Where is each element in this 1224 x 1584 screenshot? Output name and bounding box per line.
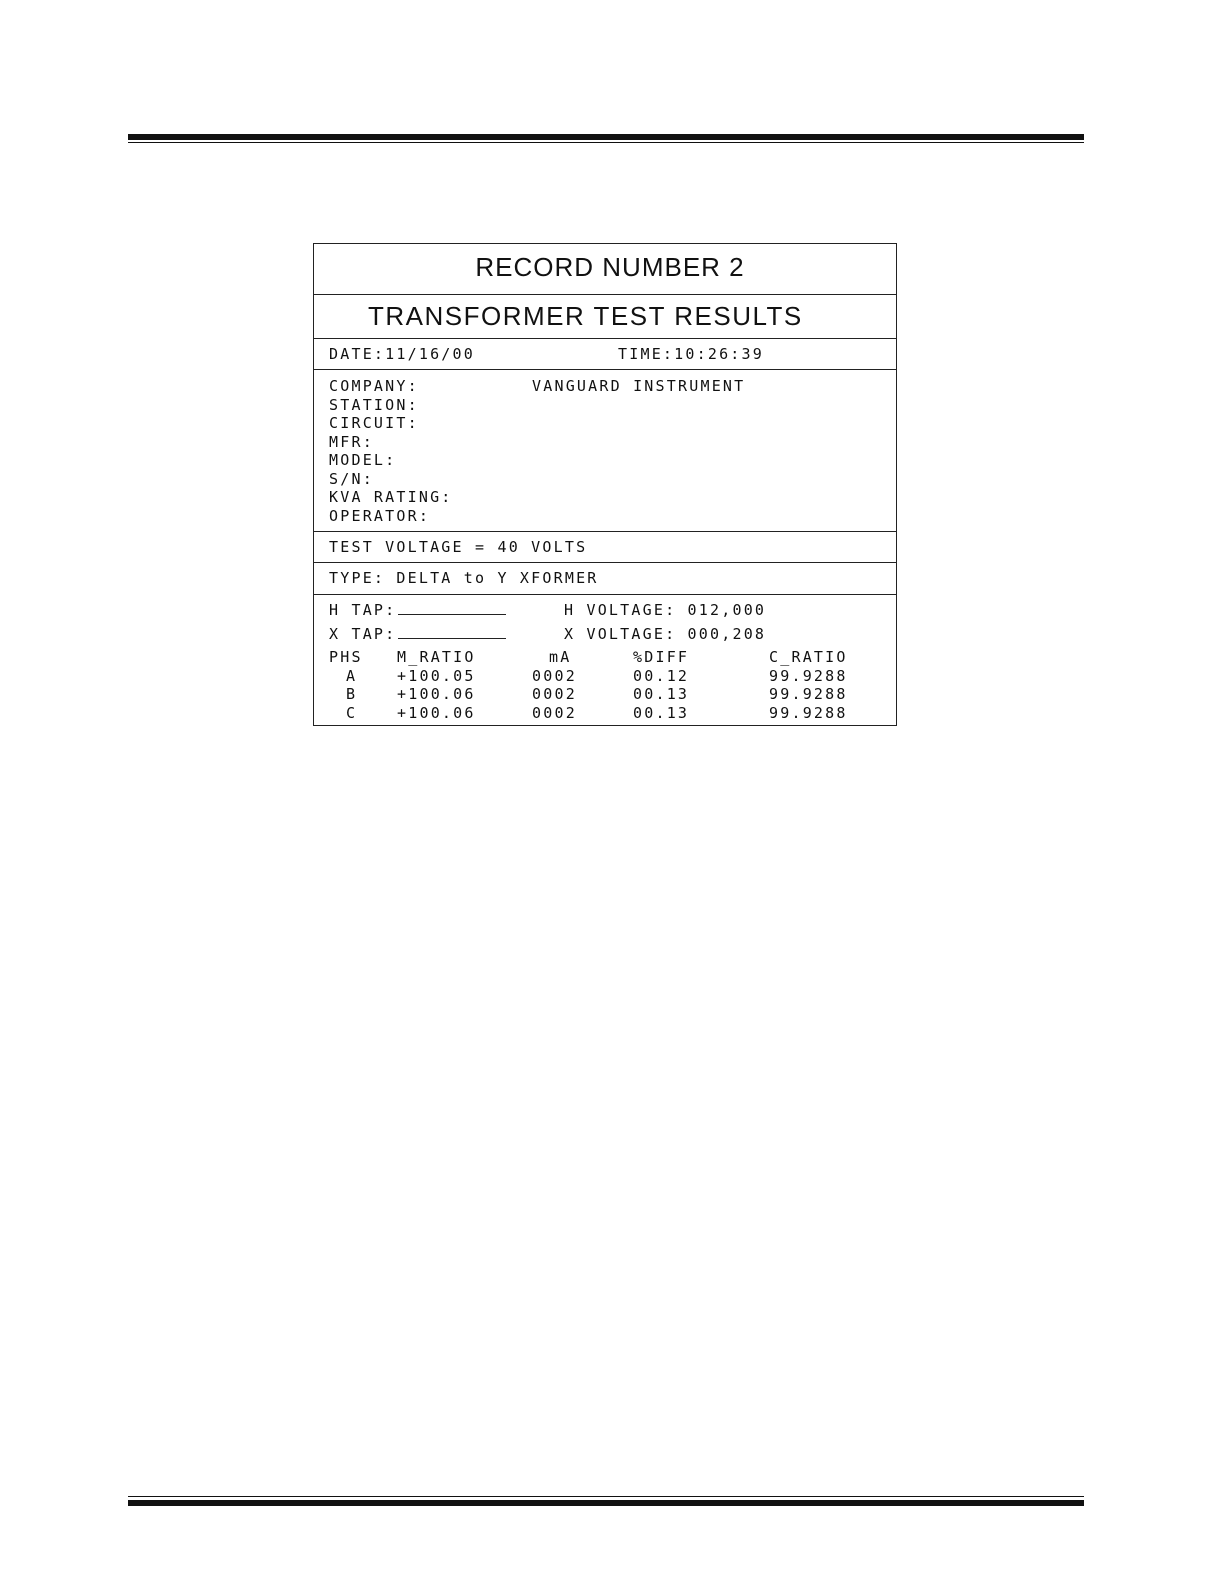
top-rule-thick [128, 134, 1084, 140]
row-pct-diff: 00.12 [633, 666, 690, 685]
row-c-ratio: 99.9288 [769, 703, 848, 722]
h-tap-blank [398, 604, 506, 615]
date-line [329, 345, 475, 364]
test-results-printout [313, 243, 897, 726]
type-line: TYPE: DELTA to Y XFORMER [329, 569, 599, 587]
datetime-section [314, 339, 896, 370]
row-phase: A [346, 666, 358, 685]
row-ma: 0002 [532, 685, 577, 703]
row-c-ratio: 99.9288 [769, 666, 848, 685]
circuit-label: CIRCUIT: [329, 414, 419, 432]
x-voltage-line [564, 625, 766, 644]
row-m-ratio: +100.06 [397, 703, 476, 722]
taps-results-section [314, 595, 896, 725]
h-tap-label: H TAP: [329, 601, 397, 619]
type-section [314, 563, 896, 595]
time-line [618, 345, 764, 364]
date-value: 11/16/00 [385, 345, 476, 363]
x-tap-label: X TAP: [329, 625, 397, 643]
x-voltage-value: 000,208 [687, 625, 767, 643]
x-tap-line [329, 625, 506, 644]
bottom-rule-thin [128, 1496, 1084, 1497]
row-ma: 0002 [532, 666, 577, 685]
h-tap-line [329, 601, 506, 620]
mfr-label: MFR: [329, 432, 374, 451]
x-voltage-label: X VOLTAGE: [564, 625, 677, 643]
h-voltage-line [564, 601, 766, 620]
time-label: TIME: [618, 345, 675, 363]
header-ma: mA [549, 648, 572, 666]
row-m-ratio: +100.05 [397, 666, 476, 685]
header-c-ratio: C_RATIO [769, 648, 848, 666]
row-phase: B [346, 685, 358, 703]
bottom-rule-thick [128, 1500, 1084, 1506]
operator-label: OPERATOR: [329, 506, 431, 525]
company-value: VANGUARD INSTRUMENT [532, 377, 746, 395]
record-header-section [314, 244, 896, 295]
record-title: RECORD NUMBER 2 [475, 252, 745, 282]
time-value: 10:26:39 [674, 345, 765, 363]
sn-label: S/N: [329, 469, 374, 488]
h-voltage-value: 012,000 [687, 601, 767, 619]
row-ma: 0002 [532, 703, 577, 722]
test-voltage-section [314, 532, 896, 563]
header-m-ratio: M_RATIO [397, 648, 476, 666]
row-pct-diff: 00.13 [633, 703, 690, 722]
x-tap-blank [398, 628, 506, 639]
model-label: MODEL: [329, 451, 397, 469]
header-pct-diff: %DIFF [633, 648, 690, 666]
kva-rating-label: KVA RATING: [329, 488, 453, 506]
results-title-section [314, 295, 896, 339]
company-label: COMPANY: [329, 377, 419, 395]
row-phase: C [346, 703, 358, 722]
h-voltage-label: H VOLTAGE: [564, 601, 677, 619]
row-pct-diff: 00.13 [633, 685, 690, 703]
station-label: STATION: [329, 395, 419, 414]
date-label: DATE: [329, 345, 386, 363]
header-phs: PHS [329, 648, 363, 666]
results-title: TRANSFORMER TEST RESULTS [368, 301, 803, 331]
test-voltage-line: TEST VOLTAGE = 40 VOLTS [329, 538, 588, 556]
row-m-ratio: +100.06 [397, 685, 476, 703]
info-section [314, 370, 896, 532]
top-rule-thin [128, 142, 1084, 143]
row-c-ratio: 99.9288 [769, 685, 848, 703]
